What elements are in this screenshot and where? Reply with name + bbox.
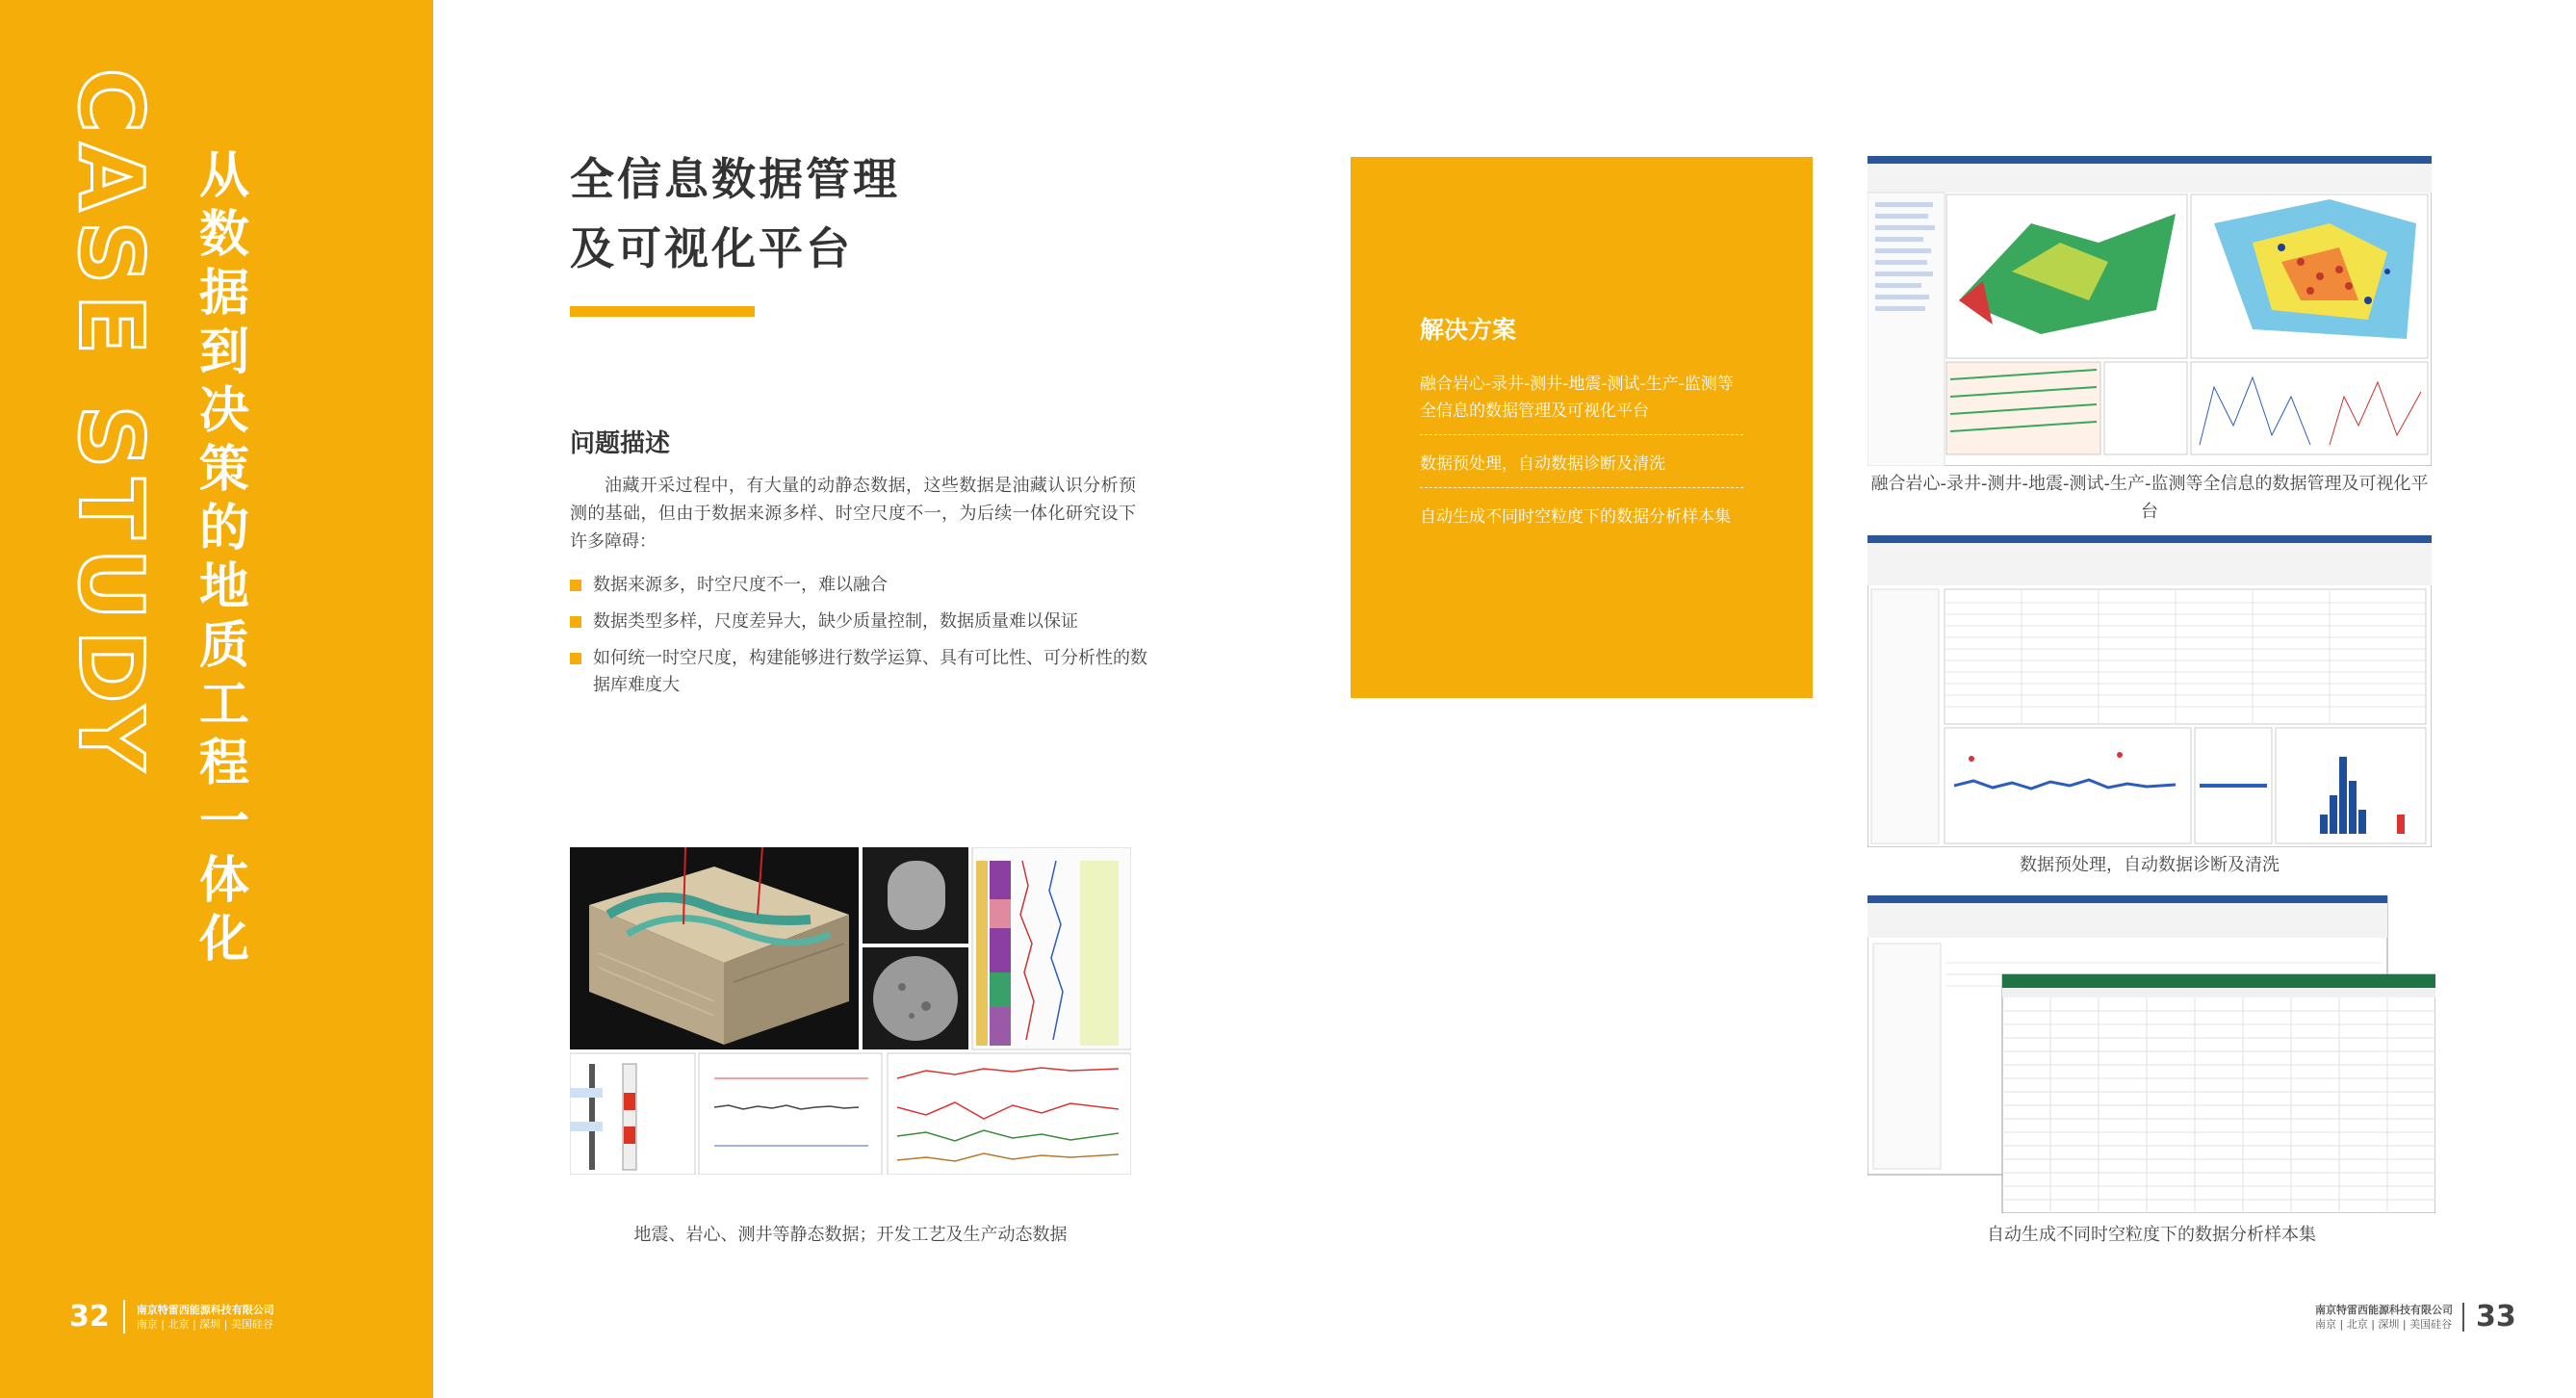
caption-platform: 融合岩心-录井-测井-地震-测试-生产-监测等全信息的数据管理及可视化平台 — [1870, 474, 2429, 522]
solution-item: 数据预处理，自动数据诊断及清洗 — [1420, 445, 1743, 488]
solution-heading: 解决方案 — [1420, 316, 1517, 344]
bullet-item: 如何统一时空尺度，构建能够进行数学运算、具有可比性、可分析性的数据库难度大 — [570, 645, 1147, 699]
company-locations-right: 南京 | 北京 | 深圳 | 美国硅谷 — [2315, 1317, 2453, 1331]
company-name-left: 南京特雷西能源科技有限公司 — [136, 1303, 274, 1316]
sidebar — [0, 0, 433, 1398]
data-collage-image — [570, 847, 1131, 1175]
caption-cleaning: 数据预处理，自动数据诊断及清洗 — [2020, 855, 2280, 875]
visualization-platform-image — [1868, 156, 2432, 466]
solution-item: 融合岩心-录井-测井-地震-测试-生产-监测等全信息的数据管理及可视化平台 — [1420, 365, 1743, 435]
data-cleaning-image — [1868, 535, 2432, 847]
screenshot-visualization-platform — [1868, 156, 2432, 466]
page-number-left: 32 — [69, 1300, 125, 1333]
company-locations-left: 南京 | 北京 | 深圳 | 美国硅谷 — [136, 1317, 273, 1331]
left-footer — [69, 1300, 274, 1333]
problem-description: 油藏开采过程中，有大量的动静态数据，这些数据是油藏认识分析预测的基础，但由于数据来源多样、时空尺度不一，为后续一体化研究设下许多障碍： — [570, 476, 1136, 552]
problem-bullets — [570, 572, 1147, 709]
caption-samples: 自动生成不同时空粒度下的数据分析样本集 — [1987, 1225, 2316, 1245]
screenshot-data-cleaning — [1868, 535, 2432, 847]
problem-heading: 问题描述 — [570, 429, 671, 458]
bullet-item: 数据类型多样，尺度差异大，缺少质量控制，数据质量难以保证 — [570, 608, 1147, 635]
right-footer — [2315, 1300, 2516, 1333]
page-title: 全信息数据管理 及可视化平台 — [570, 153, 900, 274]
solution-item: 自动生成不同时空粒度下的数据分析样本集 — [1420, 507, 1731, 527]
solution-box — [1351, 157, 1813, 698]
company-name-right: 南京特雷西能源科技有限公司 — [2315, 1303, 2453, 1316]
sample-sets-image — [1868, 895, 2435, 1213]
title-underline — [570, 306, 755, 317]
bullet-item: 数据来源多，时空尺度不一，难以融合 — [570, 572, 1147, 599]
gallery-caption: 地震、岩心、测井等静态数据；开发工艺及生产动态数据 — [633, 1225, 1068, 1245]
screenshot-sample-sets — [1868, 895, 2435, 1213]
case-study-label: CASE STUDY — [59, 67, 163, 780]
data-gallery — [570, 847, 1131, 1175]
vertical-title: 从数据到决策的地质工程一体化 — [198, 146, 249, 969]
page-number-right: 33 — [2476, 1300, 2516, 1333]
